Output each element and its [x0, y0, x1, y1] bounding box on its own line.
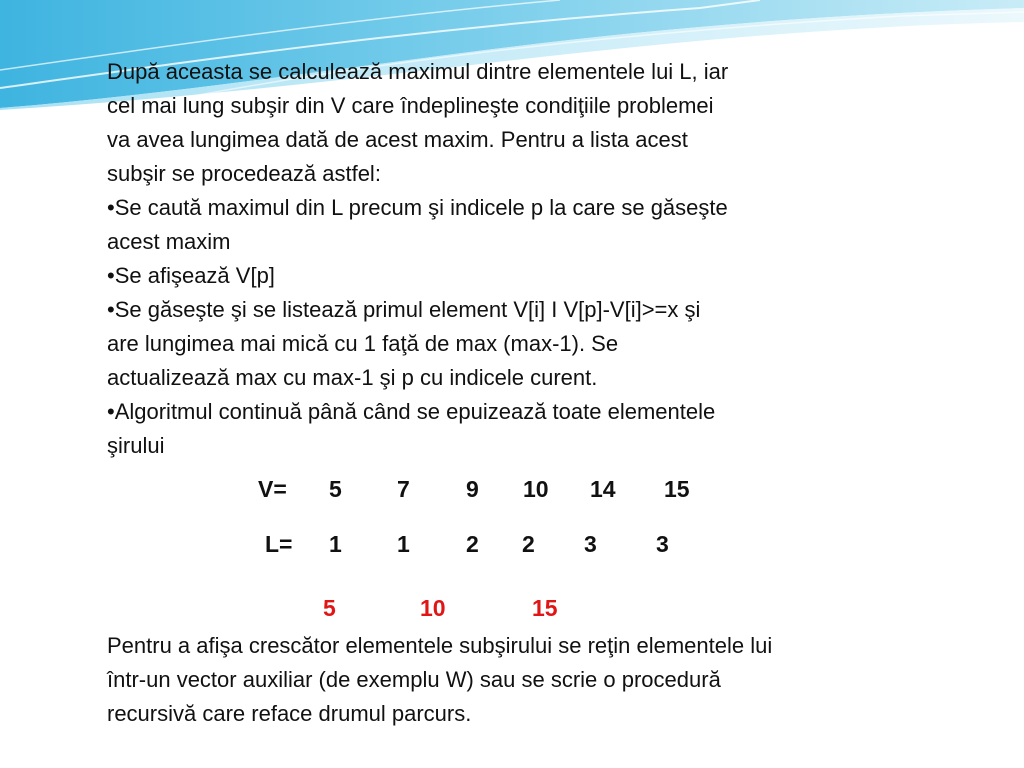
intro-line: va avea lungimea dată de acest maxim. Pentru a lista acest [107, 127, 688, 152]
bullet-line: •Se afişează V[p] [107, 263, 275, 288]
bullet-line: actualizează max cu max-1 şi p cu indicele curent. [107, 365, 598, 390]
l-value: 2 [522, 531, 535, 557]
v-value: 10 [523, 476, 549, 502]
bullet-line: şirului [107, 433, 165, 458]
l-value: 2 [466, 531, 479, 557]
bullet-line: •Se caută maximul din L precum şi indicele p la care se găseşte [107, 195, 728, 220]
bullet-line: •Algoritmul continuă până când se epuizează toate elementele [107, 399, 716, 424]
intro-line: subşir se procedează astfel: [107, 161, 381, 186]
outro-line: recursivă care reface drumul parcurs. [107, 701, 472, 726]
l-value: 1 [329, 531, 342, 557]
v-array-row [0, 474, 1024, 504]
v-label: V= [258, 476, 287, 502]
l-value: 1 [397, 531, 410, 557]
intro-line: După aceasta se calculează maximul dintre elementele lui L, iar [107, 59, 729, 84]
outro-line: Pentru a afişa crescător elementele subşirului se reţin elementele lui [107, 633, 773, 658]
l-label: L= [265, 531, 293, 557]
l-value: 3 [656, 531, 669, 557]
bullet-line: •Se găseşte şi se listează primul element V[i] I V[p]-V[i]>=x şi [107, 297, 701, 322]
result-value: 10 [420, 595, 446, 621]
v-value: 15 [664, 476, 690, 502]
l-value: 3 [584, 531, 597, 557]
v-value: 5 [329, 476, 342, 502]
result-subsequence-row [0, 593, 1024, 623]
outro-line: într-un vector auxiliar (de exemplu W) sau se scrie o procedură [107, 667, 721, 692]
bullet-line: are lungimea mai mică cu 1 faţă de max (max-1). Se [107, 331, 619, 356]
result-value: 15 [532, 595, 558, 621]
v-value: 7 [397, 476, 410, 502]
outro-text-block [107, 629, 987, 731]
v-value: 9 [466, 476, 479, 502]
result-value: 5 [323, 595, 336, 621]
intro-text-block [107, 55, 987, 463]
l-array-row [0, 529, 1024, 559]
bullet-line: acest maxim [107, 229, 231, 254]
v-value: 14 [590, 476, 616, 502]
intro-line: cel mai lung subşir din V care îndeplineşte condiţiile problemei [107, 93, 714, 118]
